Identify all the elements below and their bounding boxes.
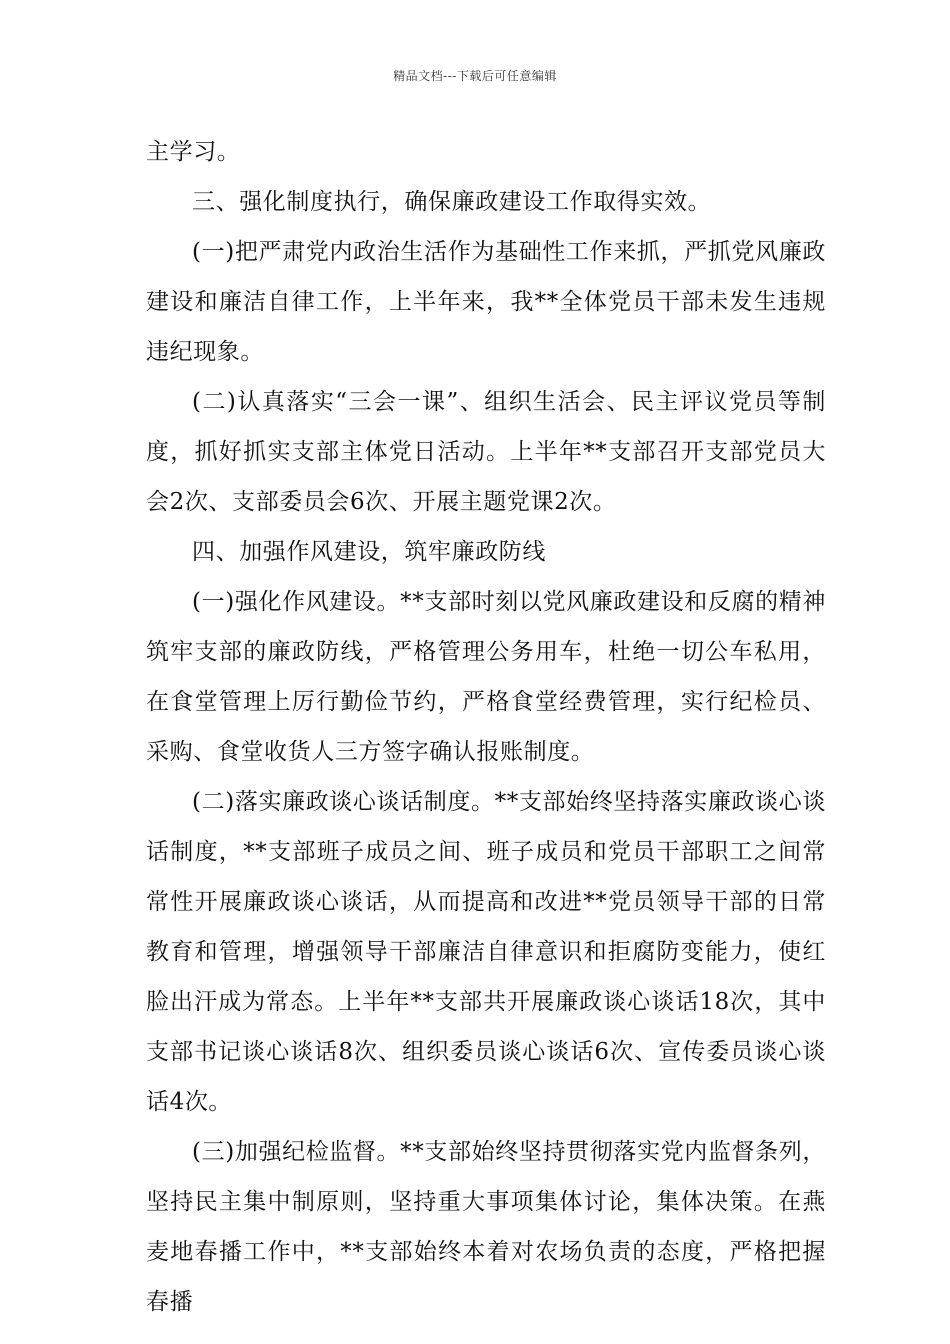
document-body [146, 127, 826, 1327]
section-heading-3: 三、强化制度执行，确保廉政建设工作取得实效。 [192, 189, 712, 215]
paragraph-4-1: (一)强化作风建设。**支部时刻以党风廉政建设和反腐的精神筑牢支部的廉政防线，严格管理公务用车，杜绝一切公车私用，在食堂管理上厉行勤俭节约，严格食堂经费管理，实行纪检员、采购、食堂收货人三方签字确认报账制度。 [146, 589, 826, 765]
paragraph-3-1: (一)把严肃党内政治生活作为基础性工作来抓，严抓党风廉政建设和廉洁自律工作，上半年来，我**全体党员干部未发生违规违纪现象。 [146, 239, 826, 365]
paragraph-4-2: (二)落实廉政谈心谈话制度。**支部始终坚持落实廉政谈心谈话制度，**支部班子成员之间、班子成员和党员干部职工之间常常性开展廉政谈心谈话，从而提高和改进**党员领导干部的日常教育和管理，增强领导干部廉洁自律意识和拒腐防变能力，使红脸出汗成为常态。上半年**支部共开展廉政谈心谈话18次，其中支部书记谈心谈话8次、组织委员谈心谈话6次、宣传委员谈心谈话4次。 [146, 789, 826, 1115]
paragraph-3-2: (二)认真落实“三会一课”、组织生活会、民主评议党员等制度，抓好抓实支部主体党日活动。上半年**支部召开支部党员大会2次、支部委员会6次、开展主题党课2次。 [146, 389, 826, 515]
paragraph-4-3: (三)加强纪检监督。**支部始终坚持贯彻落实党内监督条列，坚持民主集中制原则，坚持重大事项集体讨论，集体决策。在燕麦地春播工作中，**支部始终本着对农场负责的态度，严格把握春播 [146, 1139, 826, 1315]
paragraph-continuation: 主学习。 [146, 139, 241, 165]
section-heading-4: 四、加强作风建设，筑牢廉政防线 [192, 539, 546, 565]
page-header: 精品文档---下载后可任意编辑 [393, 69, 557, 83]
